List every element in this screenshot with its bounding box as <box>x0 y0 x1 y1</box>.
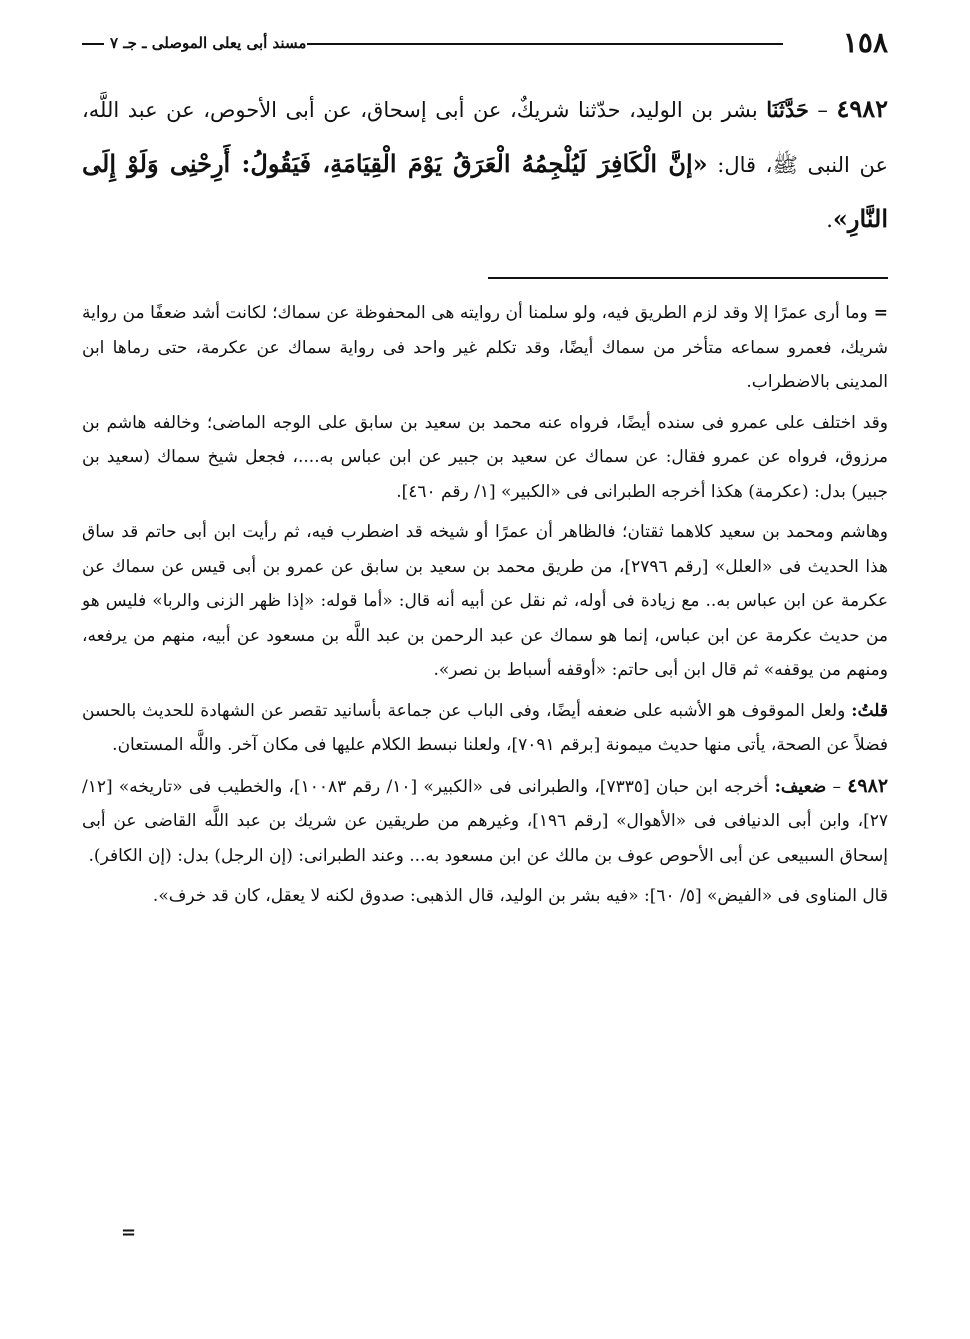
header-rule-end <box>82 43 104 45</box>
page-number: ١٥٨ <box>842 26 888 59</box>
footnotes <box>82 296 888 920</box>
footnote-paragraph-2: وقد اختلف على عمرو فى سنده أيضًا، فرواه عنه محمد بن سعيد بن سابق على الوجه الماضى؛ وخالفه هاشم بن مرزوق، فرواه عن عمرو فقال: عن سماك عن سعيد بن جبير عن ابن عباس به....، فجعل شيخ سماك (سعيد بن جبير) بدل: (عكرمة) هكذا أخرجه الطبرانى فى «الكبير» [١/ رقم ٤٦٠]. <box>82 412 888 502</box>
hadith-isnad: بشر بن الوليد، حدّثنا شريكٌ، عن أبى إسحاق، عن أبى الأحوص، عن عبد اللَّه، عن النبى ﷺ، قال: <box>82 98 888 177</box>
hadith-text <box>82 82 888 247</box>
footnote-text-1: وما أرى عمرًا إلا وقد لزم الطريق فيه، ولو سلمنا أن روايته هى المحفوظة عن سماك؛ لكانت أشد ضعفًا من رواية شريك، فعمرو سماعه متأخر من سماك أيضًا، وقد تكلم غير واحد فى رواية سماك عن عكرمة، حتى رماها ابن المدينى بالاضطراب. <box>82 303 888 392</box>
hadith-number-sep: – <box>808 98 837 122</box>
hadith-end: . <box>826 208 833 232</box>
note-number-sep: – <box>826 776 848 797</box>
qult-paragraph <box>82 694 888 763</box>
footnote-paragraph-3: وهاشم ومحمد بن سعيد كلاهما ثقتان؛ فالظاهر أن عمرًا أو شيخه قد اضطرب فيه، ثم رأيت ابن أبى حاتم قد ساق هذا الحديث فى «العلل» [رقم ٢٧٩٦]، من طريق محمد بن سعيد بن سابق عن عمرو بن أبى قيس عن سماك عن عكرمة عن ابن عباس به.. مع زيادة فى أوله، ثم نقل عن أبيه أنه قال: «أما قوله: «إذا ظهر الزنى والربا» فليس هو من حديث عكرمة عن ابن عباس، إنما هو سماك عن عبد الرحمن بن عبد اللَّه بن مسعود عن أبيه، منهم من يرفعه، ومنهم من يوقفه» ثم قال ابن أبى حاتم: «أوقفه أسباط بن نصر». <box>82 522 889 680</box>
hadith-number: ٤٩٨٢ <box>836 94 888 123</box>
haddathana-word: حَدَّثَنَا <box>766 97 809 122</box>
hadith-matn: «إنَّ الْكَافِرَ لَيُلْجِمُهُ الْعَرَقُ يَوْمَ الْقِيَامَةِ، فَيَقُولُ: أَرِحْنِى وَلَوْ إِلَى النَّارِ» <box>82 149 888 233</box>
takhrij-text: أخرجه ابن حبان [٧٣٣٥]، والطبرانى فى «الكبير» [١٠/ رقم ١٠٠٨٣]، والخطيب فى «تاريخه» [١٢/ ٢٧]، وابن أبى الدنيافى فى «الأهوال» [رقم ١٩٦]، وغيرهم من طريقين عن شريك بن عبد اللَّه القاضى عن أبى إسحاق السبيعى عن أبى الأحوص عوف بن مالك عن ابن مسعود به... وعند الطبرانى: (إن الرجل) بدل: (إن الكافر). <box>82 776 888 866</box>
continues-mark: = <box>121 1222 137 1243</box>
running-header <box>82 26 888 60</box>
header-rule <box>307 43 783 45</box>
munawi-paragraph: قال المناوى فى «الفيض» [٥/ ٦٠]: «فيه بشر بن الوليد، قال الذهبى: صدوق لكنه لا يعقل، كان قد خرف». <box>152 886 888 906</box>
takhrij-paragraph <box>82 769 888 874</box>
book-title: مسند أبى يعلى الموصلى ـ جـ ٧ <box>110 34 307 52</box>
hadith-paragraph <box>82 82 888 247</box>
grade-label: ضعيف: <box>774 776 827 797</box>
footnote-paragraph-1 <box>82 296 888 400</box>
qult-label: قلتُ: <box>851 700 888 721</box>
continuation-mark: = <box>873 303 888 323</box>
note-number: ٤٩٨٢ <box>847 774 889 797</box>
qult-text: ولعل الموقوف هو الأشبه على ضعفه أيضًا، وفى الباب عن جماعة بأسانيد تقصر عن الشهادة للحديث بالحسن فضلاً عن الصحة، يأتى منها حديث ميمونة [برقم ٧٠٩١]، ولعلنا نبسط الكلام عليها فى مكان آخر. واللَّه المستعان. <box>82 700 888 755</box>
footnote-separator <box>488 277 888 279</box>
